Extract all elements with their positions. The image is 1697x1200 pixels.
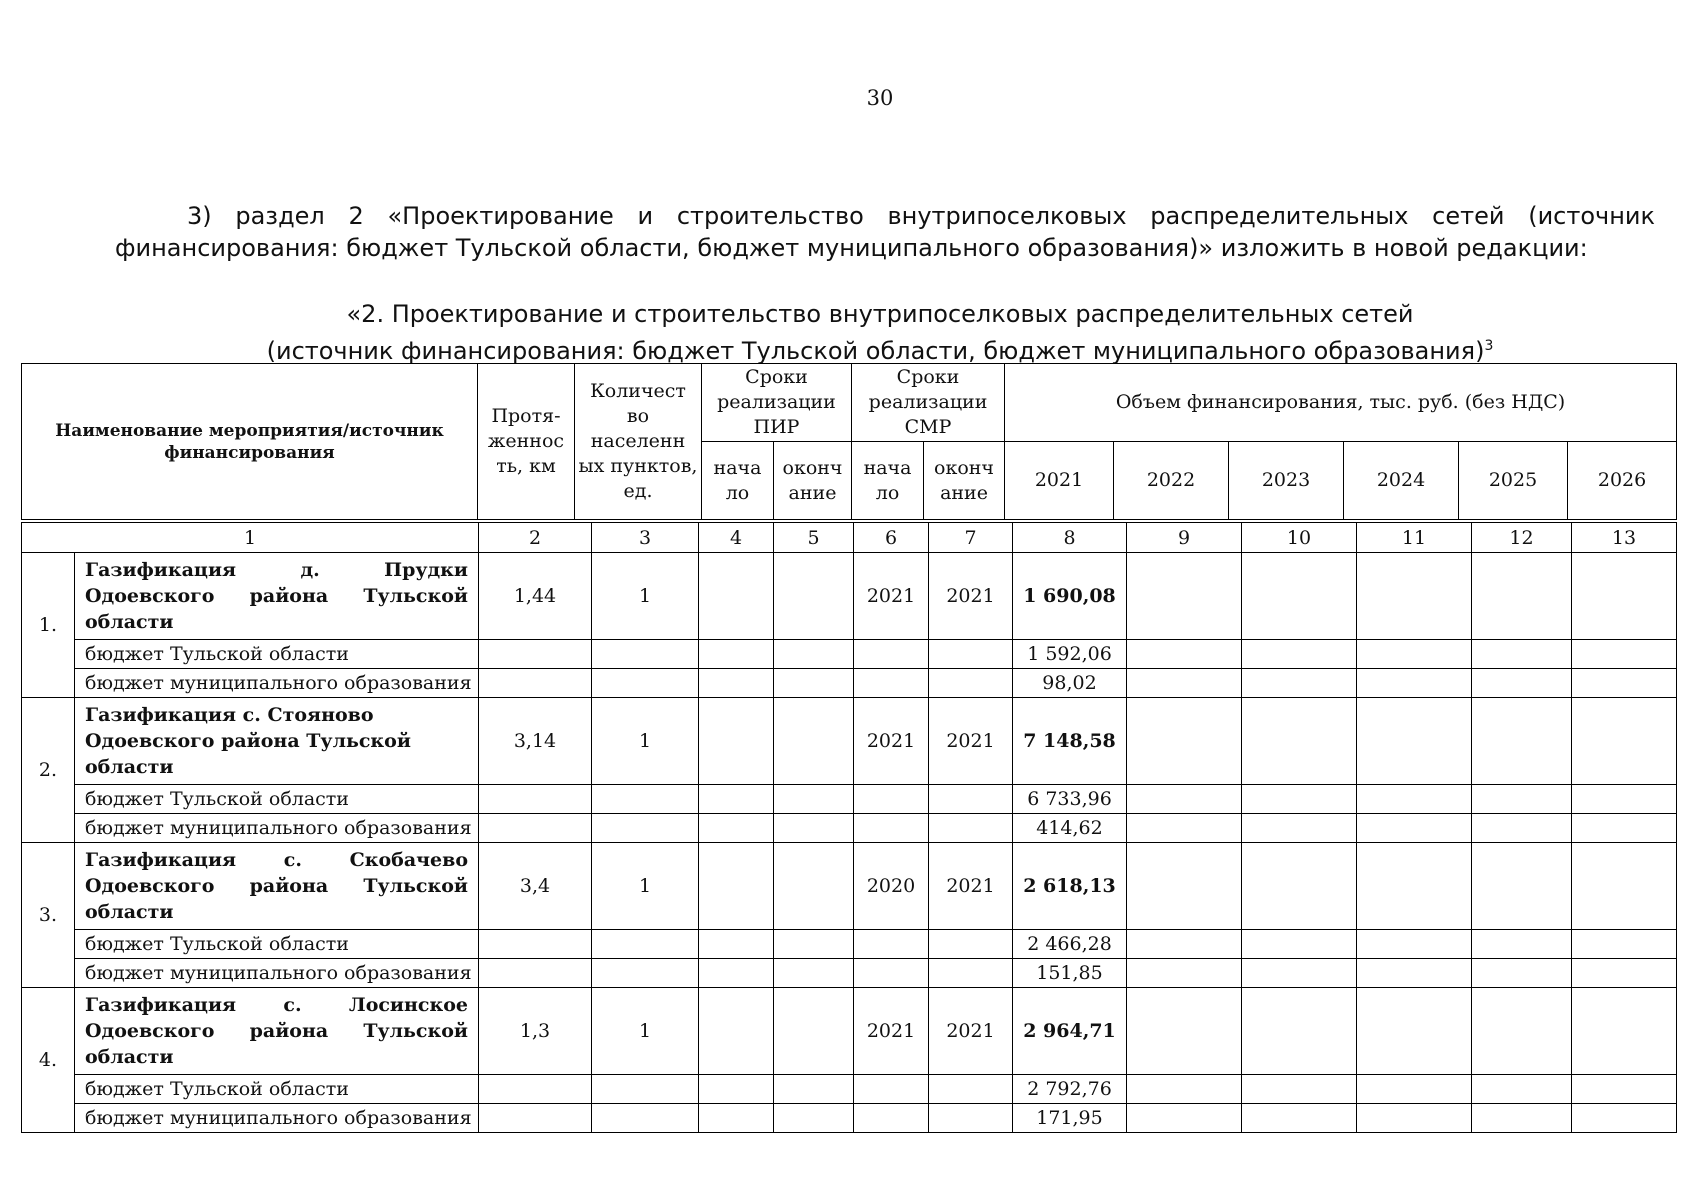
row-source-label: бюджет Тульской области: [75, 785, 479, 814]
row-source-label: бюджет муниципального образования: [75, 1104, 479, 1133]
column-number: 12: [1472, 523, 1572, 553]
row-index: 2.: [22, 698, 75, 843]
row-total-2021: 2 964,71: [1013, 988, 1127, 1075]
section-title-line-2-text: (источник финансирования: бюджет Тульской области, бюджет муниципального образования): [266, 337, 1485, 365]
table-row: [22, 959, 1677, 988]
header-smr: Сроки реализации СМР: [852, 364, 1005, 442]
table-row: [22, 698, 1677, 785]
row-regional-2021: 6 733,96: [1013, 785, 1127, 814]
row-source-label: бюджет муниципального образования: [75, 814, 479, 843]
row-smr-end: 2021: [929, 843, 1013, 930]
row-index: 1.: [22, 553, 75, 698]
row-smr-end: 2021: [929, 698, 1013, 785]
header-year: 2025: [1459, 442, 1568, 520]
row-regional-2021: 2 466,28: [1013, 930, 1127, 959]
row-name: Газификация д. Прудки Одоевского района Тульской области: [75, 553, 479, 640]
column-number: 6: [854, 523, 929, 553]
row-source-label: бюджет Тульской области: [75, 640, 479, 669]
column-number: 5: [774, 523, 854, 553]
table-row: [22, 988, 1677, 1075]
row-smr-end: 2021: [929, 553, 1013, 640]
header-year: 2021: [1005, 442, 1114, 520]
column-number: 11: [1357, 523, 1472, 553]
row-pir-end: [774, 843, 854, 930]
row-municipal-2021: 98,02: [1013, 669, 1127, 698]
header-year: 2022: [1114, 442, 1229, 520]
row-index: 4.: [22, 988, 75, 1133]
column-number: 9: [1127, 523, 1242, 553]
section-title-line-1: «2. Проектирование и строительство внутрипоселковых распределительных сетей: [346, 300, 1414, 328]
column-number: 13: [1572, 523, 1677, 553]
row-length: 3,4: [479, 843, 592, 930]
header-name: Наименование мероприятия/источник финансирования: [22, 364, 478, 520]
column-number: 7: [929, 523, 1013, 553]
table-row: [22, 1075, 1677, 1104]
row-total-2021: 7 148,58: [1013, 698, 1127, 785]
row-municipal-2021: 414,62: [1013, 814, 1127, 843]
section-title-line-2: [0, 330, 1697, 367]
row-length: 1,3: [479, 988, 592, 1075]
header-year: 2026: [1568, 442, 1677, 520]
row-smr-end: 2021: [929, 988, 1013, 1075]
data-table: [21, 522, 1677, 1133]
row-pir-end: [774, 553, 854, 640]
row-count: 1: [592, 698, 699, 785]
table-row: [22, 843, 1677, 930]
row-pir-start: [699, 553, 774, 640]
row-source-label: бюджет муниципального образования: [75, 959, 479, 988]
row-pir-end: [774, 698, 854, 785]
header-smr-start: нача ло: [852, 442, 924, 520]
header-pir-start: нача ло: [702, 442, 774, 520]
row-smr-start: 2021: [854, 698, 929, 785]
row-length: 1,44: [479, 553, 592, 640]
table-row: [22, 1104, 1677, 1133]
header-pir-end: оконч ание: [774, 442, 852, 520]
row-pir-start: [699, 698, 774, 785]
row-index: 3.: [22, 843, 75, 988]
column-number: 2: [479, 523, 592, 553]
page-number: 30: [866, 86, 894, 110]
table-header: [21, 363, 1677, 520]
row-length: 3,14: [479, 698, 592, 785]
table-row: [22, 640, 1677, 669]
row-source-label: бюджет муниципального образования: [75, 669, 479, 698]
row-name: Газификация с. Скобачево Одоевского района Тульской области: [75, 843, 479, 930]
row-municipal-2021: 151,85: [1013, 959, 1127, 988]
table-row: [22, 669, 1677, 698]
row-pir-end: [774, 988, 854, 1075]
section-title: [0, 298, 1697, 367]
row-name: Газификация с. Лосинское Одоевского района Тульской области: [75, 988, 479, 1075]
row-count: 1: [592, 553, 699, 640]
row-source-label: бюджет Тульской области: [75, 1075, 479, 1104]
row-total-2021: 1 690,08: [1013, 553, 1127, 640]
column-number-row: [22, 523, 1677, 553]
header-smr-end: оконч ание: [924, 442, 1005, 520]
row-smr-start: 2021: [854, 988, 929, 1075]
header-pir: Сроки реализации ПИР: [702, 364, 852, 442]
table-row: [22, 553, 1677, 640]
row-smr-start: 2021: [854, 553, 929, 640]
table-row: [22, 930, 1677, 959]
header-year: 2024: [1344, 442, 1459, 520]
row-pir-start: [699, 843, 774, 930]
column-number: 4: [699, 523, 774, 553]
header-year: 2023: [1229, 442, 1344, 520]
row-total-2021: 2 618,13: [1013, 843, 1127, 930]
table-row: [22, 814, 1677, 843]
header-count: Количест во населенн ых пунктов, ед.: [575, 364, 702, 520]
column-number: 10: [1242, 523, 1357, 553]
row-regional-2021: 1 592,06: [1013, 640, 1127, 669]
header-volume: Объем финансирования, тыс. руб. (без НДС): [1005, 364, 1677, 442]
header-length: Протя-женнос ть, км: [478, 364, 575, 520]
row-name: Газификация с. Стояново Одоевского района Тульской области: [75, 698, 479, 785]
table-row: [22, 785, 1677, 814]
footnote-mark: 3: [1484, 338, 1494, 354]
row-pir-start: [699, 988, 774, 1075]
column-number: 8: [1013, 523, 1127, 553]
row-count: 1: [592, 988, 699, 1075]
row-smr-start: 2020: [854, 843, 929, 930]
row-municipal-2021: 171,95: [1013, 1104, 1127, 1133]
row-count: 1: [592, 843, 699, 930]
column-number: 1: [22, 523, 479, 553]
row-regional-2021: 2 792,76: [1013, 1075, 1127, 1104]
column-number: 3: [592, 523, 699, 553]
row-source-label: бюджет Тульской области: [75, 930, 479, 959]
intro-paragraph: 3) раздел 2 «Проектирование и строительство внутрипоселковых распределительных сетей (источник финансирования: бюджет Тульской области, бюджет муниципального образования)» изложить в новой редакции:: [115, 202, 1655, 262]
